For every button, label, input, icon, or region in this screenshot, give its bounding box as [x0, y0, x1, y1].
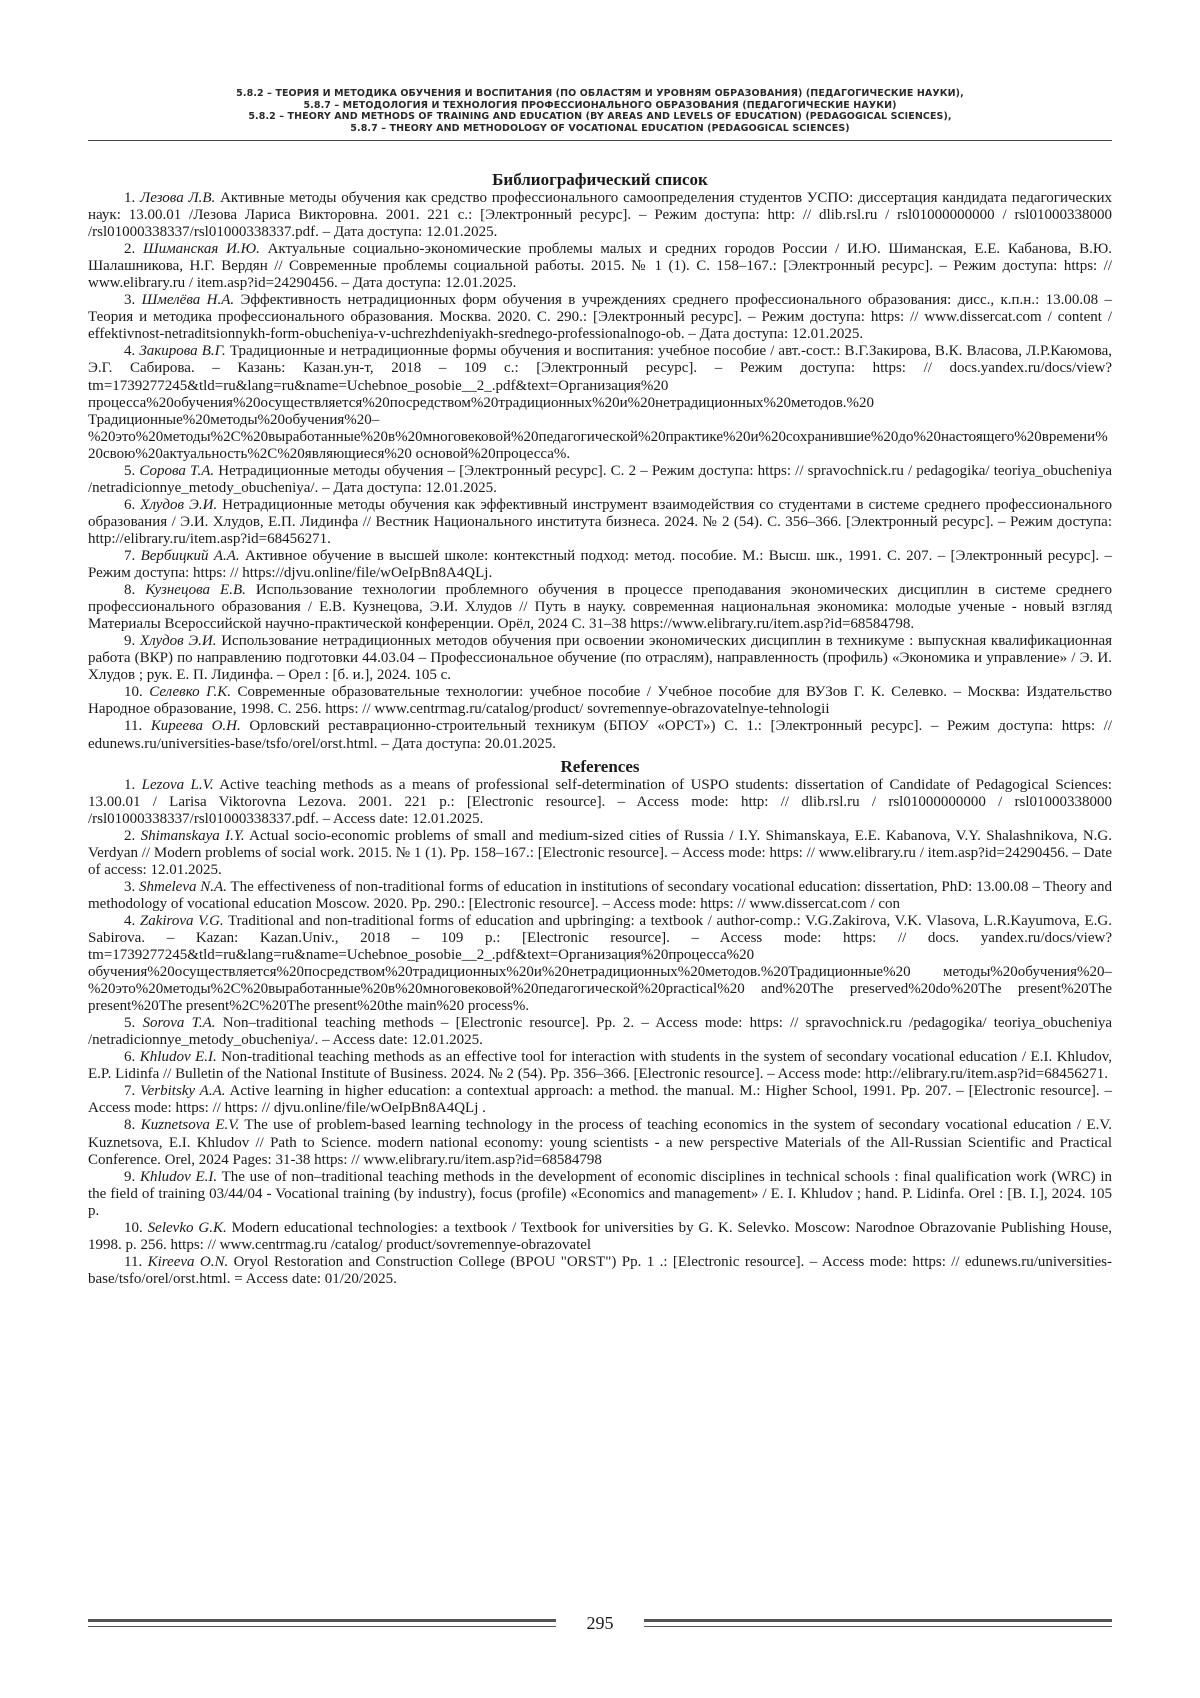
reference-text: Использование нетрадиционных методов обучения при освоении экономических дисциплин в техникуме : выпускная квалификационная работа (ВКР) по направлению подготовки 44.03.04 – Профессиональное обучение (по отраслям), направленность (профиль) «Экономика и управление» / Э. И. Хлудов ; рук. Е. П. Лидинфа. – Орел : [б. и.], 2024. 105 с. [88, 633, 1113, 684]
running-head-line: 5.8.2 – ТЕОРИЯ И МЕТОДИКА ОБУЧЕНИЯ И ВОСПИТАНИЯ (ПО ОБЛАСТЯМ И УРОВНЯМ ОБРАЗОВАНИЯ) (ПЕДАГОГИЧЕСКИЕ НАУКИ), [236, 88, 964, 99]
reference-text: Эффективность нетрадиционных форм обучения в учреждениях среднего профессионального образования: дисс., к.п.н.: 13.00.08 – Теория и методика профессионального образования. Москва. 2020. С. 290.: [Электронный ресурс]. – Режим доступа: https: // www.dissercat.com / content / effektivnost-netraditsionnykh-form-obucheniya-v-uchrezhdeniyakh-srednego-professionalnogo-ob. – Дата доступа: 12.01.2025. [88, 292, 1113, 343]
reference-author: Шиманская И.Ю. [142, 241, 260, 258]
reference-entry [88, 190, 1112, 241]
reference-text: Традиционные и нетрадиционные формы обучения и воспитания: учебное пособие / авт.-сост.: В.Г.Закирова, В.К. Власова, Л.Р.Каюмова, Э.Г. Сабирова. – Казань: Казан.ун-т, 2018 – 109 с.: [Электронный ресурс]. – Режим доступа: https: // docs.yandex.ru/docs/view?tm=1739277245&tld=ru&lang=ru&name=Uchebnoe_posobie__2_.pdf&text=Организация%20 процесса%20обучения%20осуществляется%20посредством%20традиционных%20и%20нетрадиционных%20методов.%20 Традиционные%20методы%20обучения%20–%20это%20методы%2C%20выработанные%20в%20многовековой%20педагогической%20практике%20и%20сохранившие%20до%20настоящего%20времени%20свою%20актуальность%2C%20являющиеся%20 основой%20процесса%. [88, 343, 1113, 462]
reference-entry [88, 777, 1112, 828]
reference-entry [88, 828, 1112, 879]
reference-number: 3. [124, 292, 136, 309]
reference-entry [88, 1220, 1112, 1254]
reference-entry [88, 497, 1112, 548]
reference-number: 5. [124, 462, 136, 479]
reference-author: Verbitsky A.A. [140, 1083, 226, 1100]
page-number: 295 [586, 1613, 614, 1633]
reference-text: Актуальные социально-экономические проблемы малых и средних городов России / И.Ю. Шиманская, Е.Е. Кабанова, В.Ю. Шалашникова, Н.Г. Вердян // Современные проблемы социальной работы. 2015. № 1 (1). С. 158–167.: [Электронный ресурс]. – Режим доступа: https: // www.elibrary.ru / item.asp?id=24290456. – Дата доступа: 12.01.2025. [88, 241, 1113, 292]
reference-text: The use of problem-based learning technology in the process of teaching economics in the system of secondary vocational education / E.V. Kuznetsova, E.I. Khludov // Path to Science. modern national economy: young scientists - a new perspective Materials of the All-Russian Scientific and Practical Conference. Orel, 2024 Pages: 31-38 https: // www.elibrary.ru/item.asp?id=68584798 [88, 1117, 1113, 1168]
reference-text: Орловский реставрационно-строительный техникум (БПОУ «ОРСТ») С. 1.: [Электронный ресурс]. – Режим доступа: https: // edunews.ru/universities-base/tsfo/orel/orst.html. – Дата доступа: 20.01.2025. [88, 718, 1113, 752]
reference-number: 6. [124, 1049, 136, 1066]
reference-text: Нетрадиционные методы обучения – [Электронный ресурс]. С. 2 – Режим доступа: https: // spravochnick.ru / pedagogika/ teoriya_obucheniya /netradicionnye_metody_obucheniya/. – Дата доступа: 12.01.2025. [88, 462, 1113, 496]
reference-author: Selevko G.K. [147, 1219, 227, 1236]
reference-entry [88, 1083, 1112, 1117]
reference-text: Non–traditional teaching methods – [Electronic resource]. Pp. 2. – Access mode: https: // spravochnick.ru /pedagogika/ teoriya_obucheniya /netradicionnye_metody_obucheniya/. – Access date: 12.01.2025. [88, 1015, 1113, 1049]
reference-entry [88, 1015, 1112, 1049]
reference-author: Kuznetsova E.V. [140, 1117, 240, 1134]
reference-number: 8. [124, 1117, 136, 1134]
reference-author: Кузнецова Е.В. [145, 582, 246, 599]
header-divider [88, 140, 1112, 141]
reference-number: 11. [124, 1253, 143, 1270]
reference-author: Khludov E.I. [139, 1049, 217, 1066]
reference-author: Закирова В.Г. [139, 343, 226, 360]
reference-text: Modern educational technologies: a textbook / Textbook for universities by G. K. Selevko. Moscow: Narodnoe Obrazovanie Publishing House, 1998. p. 256. https: // www.centrmag.ru /catalog/ product/sovremennye-obrazovatel [88, 1219, 1113, 1253]
reference-text: Современные образовательные технологии: учебное пособие / Учебное пособие для ВУЗов Г. К. Селевко. – Москва: Издательство Народное образование, 1998. С. 256. https: // www.centrmag.ru/catalog/product/ sovremennye-obrazovatelnye-tehnologii [88, 684, 1113, 718]
reference-text: Использование технологии проблемного обучения в процессе преподавания экономических дисциплин в системе среднего профессионального образования / Е.В. Кузнецова, Э.И. Хлудов // Путь в науку. современная национальная экономика: молодые ученые - новый взгляд Материалы Всероссийской научно-практической конференции. Орёл, 2024 С. 31–38 https://www.elibrary.ru/item.asp?id=68584798. [88, 582, 1112, 633]
reference-text: Активные методы обучения как средство профессионального самоопределения студентов УСПО: диссертация кандидата педагогических наук: 13.00.01 /Лезова Лариса Викторовна. 2001. 221 с.: [Электронный ресурс]. – Режим доступа: http: // dlib.rsl.ru / rsl01000000000 / rsl01000338000 /rsl01000338337/rsl01000338337.pdf. – Дата доступа: 12.01.2025. [88, 190, 1113, 241]
reference-number: 4. [124, 912, 136, 929]
running-head [120, 88, 1080, 134]
reference-author: Сорова Т.А. [139, 462, 215, 479]
page-content [88, 170, 1112, 1288]
reference-entry [88, 548, 1112, 582]
reference-author: Khludov E.I. [139, 1168, 218, 1185]
reference-number: 1. [124, 190, 136, 206]
reference-number: 6. [124, 496, 136, 513]
reference-number: 1. [124, 776, 136, 793]
running-head-line: 5.8.7 – THEORY AND METHODOLOGY OF VOCATIONAL EDUCATION (PEDAGOGICAL SCIENCES) [350, 122, 850, 134]
reference-author: Zakirova V.G. [139, 912, 224, 929]
page-footer [88, 1614, 1112, 1634]
reference-number: 10. [124, 684, 143, 701]
reference-author: Хлудов Э.И. [140, 496, 218, 513]
reference-text: The effectiveness of non-traditional forms of education in institutions of secondary vocational education: dissertation, PhD: 13.00.08 – Theory and methodology of vocational education Moscow. 2020. Pp. 290.: [Electronic resource]. – Access mode: https: // www.dissercat.com / con [88, 878, 1112, 912]
reference-entry [88, 1254, 1112, 1288]
reference-entry [88, 684, 1112, 718]
reference-entry [88, 241, 1112, 292]
reference-text: Actual socio-economic problems of small and medium-sized cities of Russia / I.Y. Shimanskaya, E.E. Kabanova, V.Y. Shalashnikova, N.G. Verdyan // Modern problems of social work. 2015. № 1 (1). Pp. 158–167.: [Electronic resource]. – Access mode: https: // www.elibrary.ru / item.asp?id=24290456. – Date of access: 12.01.2025. [88, 827, 1112, 878]
bibliography-title: Библиографический список [492, 170, 708, 189]
reference-number: 7. [124, 1083, 136, 1100]
reference-text: The use of non–traditional teaching methods in the development of economic disciplines in technical schools : final qualification work (WRC) in the field of training 03/44/04 - Vocational training (by industry), focus (profile) «Economics and management» / E. I. Khludov ; hand. P. Lidinfa. Orel : [B. I.], 2024. 105 p. [88, 1168, 1112, 1219]
reference-author: Киреева О.Н. [150, 718, 241, 735]
reference-text: Traditional and non-traditional forms of education and upbringing: a textbook / author-comp.: V.G.Zakirova, V.K. Vlasova, L.R.Kayumova, E.G. Sabirova. – Kazan: Kazan.Univ., 2018 – 109 p.: [Electronic resource]. – Access mode: https: // docs. yandex.ru/docs/view?tm=1739277245&tld=ru&lang=ru&name=Uchebnoe_posobie__2_.pdf&text=Организация%20процесса%20 обучения%20осуществляется%20посредством%20традиционных%20и%20нетрадиционных%20методов.%20Традиционные%20 методы%20обучения%20–%20это%20методы%2C%20выработанные%20в%20многовековой%20педагогической%20practical%20 and%20The preserved%20do%20The present%20The present%20The present%2C%20The present%20the main%20 process%. [88, 912, 1113, 1015]
references-title: References [560, 756, 640, 776]
reference-number: 11. [124, 718, 143, 735]
reference-number: 2. [124, 827, 136, 844]
reference-number: 5. [124, 1015, 136, 1032]
references-list [88, 777, 1112, 1288]
reference-number: 9. [124, 633, 136, 650]
reference-author: Kireeva O.N. [147, 1253, 229, 1270]
reference-entry [88, 292, 1112, 343]
reference-entry [88, 343, 1112, 462]
bibliography-list [88, 190, 1112, 753]
reference-entry [88, 633, 1112, 684]
reference-text: Active learning in higher education: a contextual approach: a method. the manual. M.: Higher School, 1991. Pp. 207. – [Electronic resource]. – Access mode: https: // https: // djvu.online/file/wOeIpBn8A4QLj . [88, 1083, 1112, 1117]
reference-author: Хлудов Э.И. [139, 633, 217, 650]
reference-number: 10. [124, 1219, 143, 1236]
reference-number: 4. [124, 343, 136, 360]
reference-author: Вербицкий А.А. [140, 547, 240, 564]
reference-author: Шмелёва Н.А. [141, 292, 235, 309]
reference-number: 2. [124, 241, 136, 258]
reference-author: Shmeleva N.A. [139, 878, 227, 895]
reference-text: Активное обучение в высшей школе: контекстный подход: метод. пособие. М.: Высш. шк., 1991. С. 207. – [Электронный ресурс]. – Режим доступа: https: // https://djvu.online/file/wOeIpBn8A4QLj. [88, 547, 1112, 582]
reference-author: Shimanskaya I.Y. [140, 827, 245, 844]
reference-entry [88, 1049, 1112, 1083]
reference-entry [88, 463, 1112, 497]
running-head-line: 5.8.7 – МЕТОДОЛОГИЯ И ТЕХНОЛОГИЯ ПРОФЕССИОНАЛЬНОГО ОБРАЗОВАНИЯ (ПЕДАГОГИЧЕСКИЕ НАУКИ) [303, 99, 897, 111]
reference-entry [88, 718, 1112, 752]
reference-entry [88, 1169, 1112, 1220]
reference-number: 7. [124, 547, 136, 564]
reference-number: 3. [124, 878, 136, 895]
reference-entry [88, 913, 1112, 1015]
reference-number: 9. [124, 1168, 136, 1185]
reference-text: Non-traditional teaching methods as an effective tool for interaction with students in the system of secondary vocational education / E.I. Khludov, E.P. Lidinfa // Bulletin of the National Institute of Business. 2024. № 2 (54). Pp. 356–366. [Electronic resource]. – Access mode: http://elibrary.ru/item.asp?id=68456271. [88, 1049, 1112, 1083]
reference-author: Селевко Г.К. [149, 684, 231, 701]
reference-text: Oryol Restoration and Construction College (BPOU "ORST") Pp. 1 .: [Electronic resource]. – Access mode: https: // edunews.ru/universities-base/tsfo/orel/orst.html. = Access date: 01/20/2025. [88, 1253, 1113, 1287]
reference-number: 8. [124, 582, 136, 599]
reference-author: Лезова Л.В. [140, 190, 216, 206]
reference-author: Sorova T.A. [142, 1015, 216, 1032]
reference-text: Active teaching methods as a means of professional self-determination of USPO students: dissertation of Candidate of Pedagogical Sciences: 13.00.01 / Larisa Viktorovna Lezova. 2001. 221 p.: [Electronic resource]. – Access mode: http: // dlib.rsl.ru / rsl01000000000 / rsl01000338000 /rsl01000338337/rsl01000338337.pdf. – Access date: 12.01.2025. [88, 776, 1112, 827]
reference-entry [88, 879, 1112, 913]
reference-text: Нетрадиционные методы обучения как эффективный инструмент взаимодействия со студентами в системе среднего профессионального образования / Э.И. Хлудов, Е.П. Лидинфа // Вестник Национального института бизнеса. 2024. № 2 (54). С. 356–366. [Электронный ресурс]. – Режим доступа: http://elibrary.ru/item.asp?id=68456271. [88, 496, 1113, 547]
reference-entry [88, 1117, 1112, 1168]
reference-author: Lezova L.V. [141, 776, 214, 793]
reference-entry [88, 582, 1112, 633]
running-head-line: 5.8.2 – THEORY AND METHODS OF TRAINING AND EDUCATION (BY AREAS AND LEVELS OF EDUCATION) (PEDAGOGICAL SCIENCES), [248, 111, 952, 122]
